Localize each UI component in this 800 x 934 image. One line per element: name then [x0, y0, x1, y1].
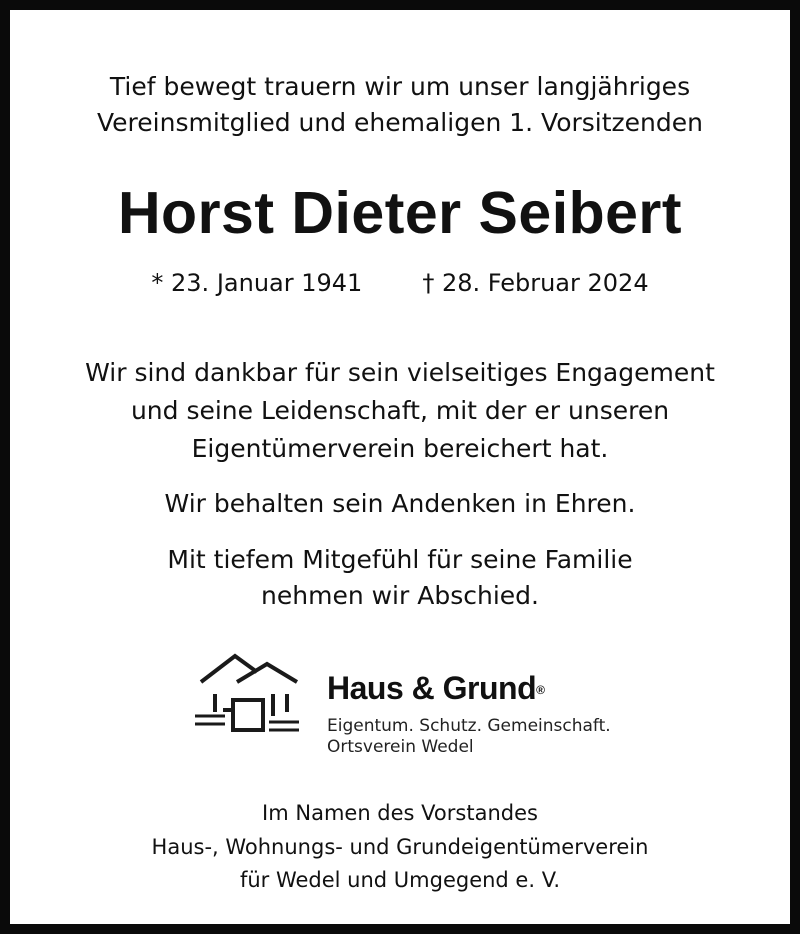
birth-date: * 23. Januar 1941 — [151, 269, 363, 297]
deceased-name: Horst Dieter Seibert — [117, 180, 683, 246]
intro-line-2: Vereinsmitglied und ehemaligen 1. Vorsitzenden — [97, 108, 703, 137]
paragraph-2: Wir behalten sein Andenken in Ehren. — [164, 489, 636, 518]
paragraph-1-line-3: Eigentümerverein bereichert hat. — [191, 434, 609, 463]
intro-line-1: Tief bewegt trauern wir um unser langjähriges — [109, 72, 691, 101]
paragraph-1-line-2: und seine Leidenschaft, mit der er unseren — [130, 396, 670, 425]
life-dates — [20, 268, 780, 298]
registered-mark: ® — [536, 683, 545, 697]
death-date: † 28. Februar 2024 — [422, 269, 649, 297]
brand-tagline — [327, 716, 611, 758]
paragraph-3-line-1: Mit tiefem Mitgefühl für seine Familie — [167, 545, 633, 574]
paragraph-1-line-1: Wir sind dankbar für sein vielseitiges Engagement — [85, 358, 715, 387]
tagline-text: Eigentum. Schutz. Gemeinschaft. — [327, 716, 611, 736]
paragraph-3-line-2: nehmen wir Abschied. — [261, 581, 539, 610]
signature-line-3: für Wedel und Umgegend e. V. — [239, 868, 561, 892]
signature-line-2: Haus-, Wohnungs- und Grundeigentümerverein — [151, 835, 649, 859]
brand-name: Haus & Grund® — [327, 670, 545, 706]
houses-logo-icon — [195, 650, 310, 740]
signature-line-1: Im Namen des Vorstandes — [262, 801, 538, 825]
haus-und-grund-logo — [195, 648, 635, 763]
chapter-name: Ortsverein Wedel — [327, 737, 474, 757]
